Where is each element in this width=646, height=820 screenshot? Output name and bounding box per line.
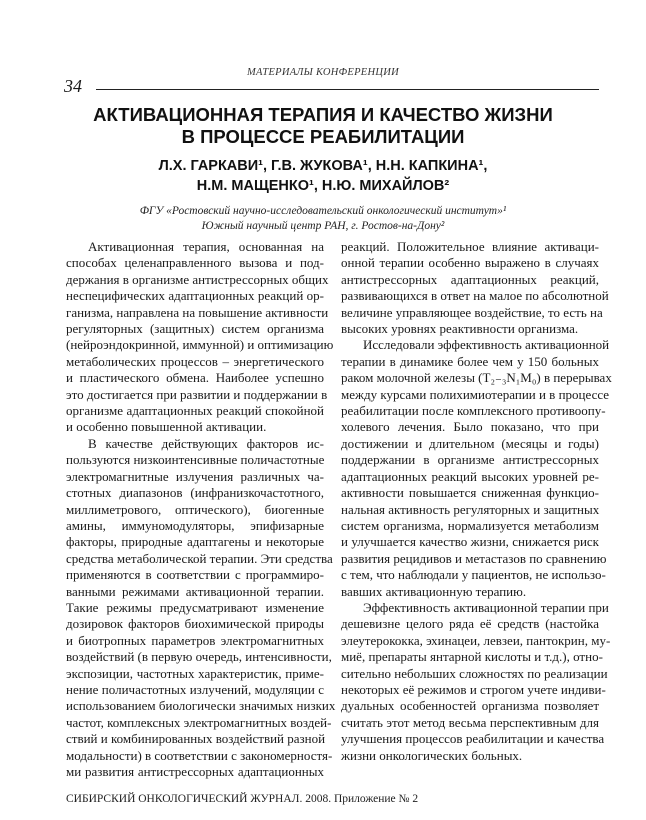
text-line: и пластического обмена. Наиболее успешно bbox=[66, 370, 324, 386]
text-line: Эффективность активационной терапии при bbox=[363, 599, 609, 615]
article-title bbox=[0, 104, 646, 148]
text-line: онной терапии особенно выражено в случаях bbox=[341, 255, 599, 271]
affiliations bbox=[0, 204, 646, 234]
text-line: высоких уровнях реактивности организма. bbox=[341, 321, 579, 337]
text-line: активности повышается сниженная функцио- bbox=[341, 485, 599, 501]
text-line: организме адаптационных реакций спокойной bbox=[66, 403, 324, 419]
text-line: неспецифических адаптационных реакций ор- bbox=[66, 288, 324, 304]
text-line: нение поличастотных излучений, модуляции с bbox=[66, 681, 324, 697]
text-line: электромагнитные излучения различных ча- bbox=[66, 468, 324, 484]
text-line: Исследовали эффективность активационной bbox=[363, 337, 610, 353]
page-number: 34 bbox=[64, 76, 82, 96]
authors-line: Л.Х. ГАРКАВИ¹, Г.В. ЖУКОВА¹, Н.Н. КАПКИНА¹, bbox=[158, 158, 488, 174]
text-line: миё, препараты янтарной кислоты и т.д.), отно- bbox=[341, 649, 603, 665]
text-line: антистрессорных адаптационных реакций, bbox=[341, 271, 599, 287]
text-line: Такие режимы предусматривают изменение bbox=[66, 599, 324, 615]
text-line: способах целенаправленного вызова и под- bbox=[66, 255, 324, 271]
text-line: считать этот метод весьма перспективным для bbox=[341, 714, 599, 730]
text-line: применяются в соответствии с программиро- bbox=[66, 567, 324, 583]
text-line: Активационная терапия, основанная на bbox=[88, 239, 324, 254]
text-line: жизни онкологических больных. bbox=[341, 747, 523, 763]
text-line: дешевизне целого ряда её средств (настойка bbox=[341, 616, 599, 632]
text-line: некоторых её режимов и строгом учете индиви- bbox=[341, 681, 606, 697]
text-line: адаптационных реакций высоких уровней ре- bbox=[341, 468, 599, 484]
affiliation-line: ФГУ «Ростовский научно-исследовательский онкологический институт»¹ bbox=[139, 205, 507, 217]
text-line: ванными режимами активационной терапии. bbox=[66, 583, 324, 599]
text-line: достижении и длительном (месяцы и годы) bbox=[341, 435, 599, 451]
left-column bbox=[66, 239, 336, 780]
text-line: холевого лечения. Было показано, что при bbox=[341, 419, 599, 435]
text-line: дуальных особенностей организма позволяет bbox=[341, 698, 599, 714]
text-line: сительно небольших сложностях по реализации bbox=[341, 665, 608, 681]
text-line: миллиметрового, оптического), биогенные bbox=[66, 501, 324, 517]
text-line: поддержании в организме антистрессорных bbox=[341, 452, 599, 468]
text-line: с тем, что наблюдали у пациентов, не использо- bbox=[341, 567, 606, 583]
text-line: метаболических процессов – энергетического bbox=[66, 353, 324, 369]
text-line: реакций. Положительное влияние активаци- bbox=[341, 239, 599, 254]
text-line: терапии в динамике более чем у 150 больных bbox=[341, 353, 599, 369]
text-line: средства метаболической терапии. Эти средства bbox=[66, 550, 333, 566]
text-line: экспозиции, частотных характеристик, приме- bbox=[66, 665, 324, 681]
text-line: пользуются низкоинтенсивные поличастотные bbox=[66, 452, 325, 468]
text-line: и особенно повышенной активации. bbox=[66, 419, 267, 435]
text-line: воздействий (в первую очередь, интенсивности, bbox=[66, 649, 332, 665]
text-line: ганизма, направлена на повышение активности bbox=[66, 304, 329, 320]
text-line: развивающихся в ответ на малое по абсолютной bbox=[341, 288, 609, 304]
text-line: развития рецидивов и метастазов по сравнению bbox=[341, 550, 607, 566]
text-line: стотных диапазонов (инфранизкочастотного, bbox=[66, 485, 324, 501]
journal-footer: СИБИРСКИЙ ОНКОЛОГИЧЕСКИЙ ЖУРНАЛ. 2008. Приложение № 2 bbox=[66, 793, 419, 805]
text-line: регуляторных (защитных) систем организма bbox=[66, 321, 324, 337]
text-line: реабилитации после комплексного противоопу- bbox=[341, 403, 606, 419]
header-rule bbox=[96, 89, 599, 90]
text-line: и улучшается качество жизни, снижается риск bbox=[341, 534, 599, 550]
article-title-line: АКТИВАЦИОННАЯ ТЕРАПИЯ И КАЧЕСТВО ЖИЗНИ bbox=[93, 104, 553, 125]
text-line: ствий и комбинированных воздействий разной bbox=[66, 731, 326, 747]
text-line: вавших активационную терапию. bbox=[341, 583, 527, 599]
text-line: модальности) в соответствии с закономерностя- bbox=[66, 747, 333, 763]
text-line: и биотропных параметров электромагнитных bbox=[66, 632, 324, 648]
text-line: раком молочной железы (T₂₋₃N₁M₀) в перерывах bbox=[341, 370, 612, 386]
text-line: элеутерококка, эхинацеи, левзеи, пантокрин, му- bbox=[341, 632, 611, 648]
text-line: факторы, природные адаптагены и некоторые bbox=[66, 534, 324, 550]
text-line: (нейроэндокринной, иммунной) и оптимизацию bbox=[66, 337, 334, 353]
right-column bbox=[341, 239, 612, 764]
text-line: это достигается при развитии и поддержании в bbox=[66, 386, 328, 402]
text-line: ми развития антистрессорных адаптационных bbox=[66, 764, 324, 779]
affiliation-line: Южный научный центр РАН, г. Ростов-на-Дону² bbox=[201, 220, 445, 232]
authors-line: Н.М. МАЩЕНКО¹, Н.Ю. МИХАЙЛОВ² bbox=[196, 178, 450, 194]
text-line: величине управляющее воздействие, то есть на bbox=[341, 304, 603, 320]
text-line: частот, комплексных электромагнитных воздей- bbox=[66, 714, 332, 730]
text-line: амины, иммуномодуляторы, эпифизарные bbox=[66, 517, 324, 533]
article-title-line: В ПРОЦЕССЕ РЕАБИЛИТАЦИИ bbox=[181, 126, 465, 147]
text-line: между курсами полихимиотерапии и в процессе bbox=[341, 386, 610, 402]
text-line: В качестве действующих факторов ис- bbox=[88, 435, 324, 451]
text-line: систем организма, нормализуется метаболизм bbox=[341, 517, 599, 533]
authors bbox=[0, 156, 646, 196]
text-line: улучшения процессов реабилитации и качества bbox=[341, 731, 605, 747]
text-line: дозировок факторов биохимической природы bbox=[66, 616, 324, 632]
text-line: использованием биологически значимых низких bbox=[66, 698, 336, 714]
running-header: МАТЕРИАЛЫ КОНФЕРЕНЦИИ bbox=[246, 67, 400, 78]
text-line: держания в организме антистрессорных общих bbox=[66, 271, 329, 287]
text-line: нальная активность регуляторных и защитных bbox=[341, 501, 600, 517]
